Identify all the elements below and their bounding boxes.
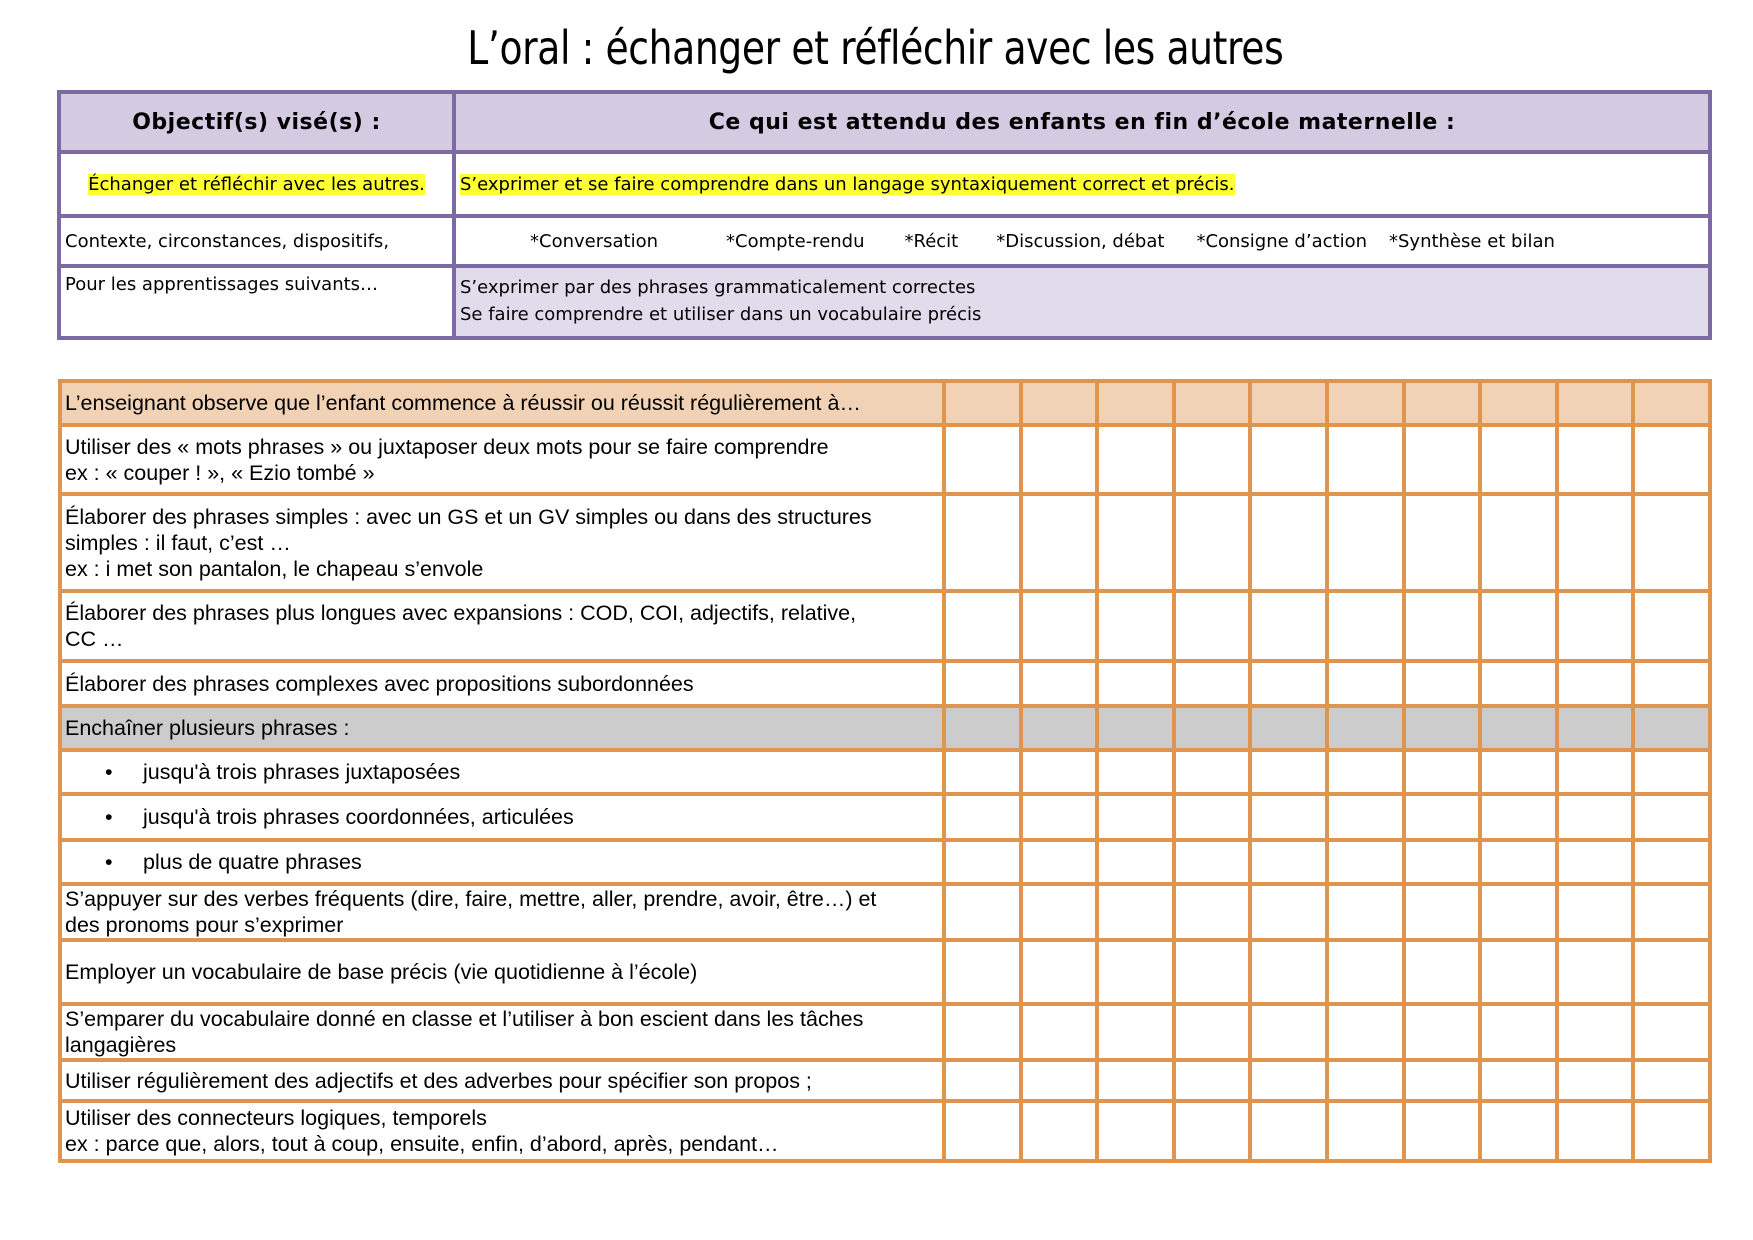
observation-checkbox-cell[interactable] <box>1021 940 1098 1004</box>
competency-text: Employer un vocabulaire de base précis (vie quotidienne à l’école) <box>65 960 698 984</box>
objective-row <box>59 152 1710 216</box>
competency-label-cell <box>60 1004 944 1060</box>
observation-checkbox-cell[interactable] <box>1174 1060 1251 1101</box>
observation-checkbox-cell[interactable] <box>1097 884 1174 940</box>
situation-item: *Récit <box>904 230 959 252</box>
observation-checkbox-cell[interactable] <box>1480 940 1557 1004</box>
competency-text: Utiliser des connecteurs logiques, temporels <box>65 1106 487 1130</box>
observation-checkbox-cell[interactable] <box>1097 940 1174 1004</box>
competency-text: langagières <box>65 1033 177 1057</box>
observation-checkbox-cell[interactable] <box>1174 425 1251 494</box>
observation-checkbox-cell[interactable] <box>1557 494 1634 591</box>
observation-checkbox-cell[interactable] <box>1633 840 1710 884</box>
observation-checkbox-cell[interactable] <box>1557 1101 1634 1161</box>
observation-checkbox-cell[interactable] <box>1174 1101 1251 1161</box>
observation-checkbox-cell[interactable] <box>1633 1101 1710 1161</box>
observation-checkbox-cell[interactable] <box>1480 661 1557 706</box>
competency-text: Élaborer des phrases complexes avec propositions subordonnées <box>65 671 694 696</box>
observation-checkbox-cell[interactable] <box>1404 1004 1481 1060</box>
expected-header-cell <box>454 92 1710 152</box>
observation-checkbox-cell[interactable] <box>1480 1101 1557 1161</box>
observation-checkbox-cell[interactable] <box>1327 794 1404 840</box>
observation-checkbox-cell[interactable] <box>1480 1004 1557 1060</box>
bullet-icon: • <box>105 760 113 784</box>
observation-checkbox-cell[interactable] <box>944 884 1021 940</box>
observation-checkbox-cell[interactable] <box>1480 381 1557 425</box>
next-learning-line: S’exprimer par des phrases grammaticalement correctes <box>460 277 976 298</box>
observation-checkbox-cell[interactable] <box>1404 381 1481 425</box>
observation-checkbox-cell[interactable] <box>1633 706 1710 750</box>
grid-section-row <box>60 706 1710 750</box>
observation-checkbox-cell[interactable] <box>1480 884 1557 940</box>
grid-item-row <box>60 1060 1710 1101</box>
objective-header-cell <box>59 92 454 152</box>
competency-text: Élaborer des phrases simples : avec un GS et un GV simples ou dans des structures <box>65 504 872 529</box>
situation-item: *Compte-rendu <box>726 230 865 252</box>
competency-text: Enchaîner plusieurs phrases : <box>65 716 350 740</box>
observation-checkbox-cell[interactable] <box>1021 661 1098 706</box>
observation-checkbox-cell[interactable] <box>1633 381 1710 425</box>
next-learning-row <box>59 266 1710 338</box>
observation-checkbox-cell[interactable] <box>1250 1060 1327 1101</box>
observation-checkbox-cell[interactable] <box>1327 1060 1404 1101</box>
observation-checkbox-cell[interactable] <box>1021 706 1098 750</box>
observation-checkbox-cell[interactable] <box>944 425 1021 494</box>
page-title: L’oral : échanger et réfléchir avec les autres <box>467 21 1284 75</box>
competency-text: ex : parce que, alors, tout à coup, ensuite, enfin, d’abord, après, pendant… <box>65 1132 779 1156</box>
observation-checkbox-cell[interactable] <box>1021 381 1098 425</box>
observation-checkbox-cell[interactable] <box>1557 661 1634 706</box>
next-learning-label: Pour les apprentissages suivants… <box>65 274 379 295</box>
observation-checkbox-cell[interactable] <box>1480 840 1557 884</box>
observation-checkbox-cell[interactable] <box>1480 425 1557 494</box>
situations-list <box>460 231 1704 252</box>
observation-checkbox-cell[interactable] <box>944 940 1021 1004</box>
observation-checkbox-cell[interactable] <box>1404 794 1481 840</box>
observation-checkbox-cell[interactable] <box>1021 1101 1098 1161</box>
competency-text: Utiliser régulièrement des adjectifs et des adverbes pour spécifier son propos ; <box>65 1068 812 1093</box>
observation-checkbox-cell[interactable] <box>1557 1004 1634 1060</box>
observation-checkbox-cell[interactable] <box>1633 591 1710 661</box>
observation-checkbox-cell[interactable] <box>1097 794 1174 840</box>
next-learning-label-cell <box>59 266 454 338</box>
competency-text: S’emparer du vocabulaire donné en classe et l’utiliser à bon escient dans les tâches <box>65 1007 864 1031</box>
observation-checkbox-cell[interactable] <box>1480 1060 1557 1101</box>
competency-text: ex : « couper ! », « Ezio tombé » <box>65 460 375 485</box>
situation-item: *Synthèse et bilan <box>1389 230 1555 252</box>
observation-checkbox-cell[interactable] <box>1097 840 1174 884</box>
observation-checkbox-cell[interactable] <box>1557 840 1634 884</box>
observation-checkbox-cell[interactable] <box>1404 425 1481 494</box>
competency-text: jusqu'à trois phrases coordonnées, articulées <box>143 805 574 829</box>
grid-header-row <box>60 381 1710 425</box>
observation-checkbox-cell[interactable] <box>1557 794 1634 840</box>
competency-text: ex : i met son pantalon, le chapeau s’envole <box>65 556 484 581</box>
objectives-table <box>57 90 1712 340</box>
observation-checkbox-cell[interactable] <box>1480 591 1557 661</box>
observation-checkbox-cell[interactable] <box>1021 591 1098 661</box>
observation-checkbox-cell[interactable] <box>1097 750 1174 794</box>
observation-checkbox-cell[interactable] <box>1174 661 1251 706</box>
observation-checkbox-cell[interactable] <box>1633 1060 1710 1101</box>
grid-item-row <box>60 840 1710 884</box>
observation-checkbox-cell[interactable] <box>1250 750 1327 794</box>
observation-checkbox-cell[interactable] <box>1327 494 1404 591</box>
observation-checkbox-cell[interactable] <box>1097 706 1174 750</box>
expected-cell <box>454 152 1710 216</box>
competency-label-cell <box>60 940 944 1004</box>
competency-label-cell <box>60 840 944 884</box>
competency-text: simples : il faut, c’est … <box>65 530 291 555</box>
observation-checkbox-cell[interactable] <box>1404 940 1481 1004</box>
observation-checkbox-cell[interactable] <box>1557 591 1634 661</box>
context-label-cell <box>59 216 454 266</box>
observation-checkbox-cell[interactable] <box>1174 794 1251 840</box>
observation-checkbox-cell[interactable] <box>1174 591 1251 661</box>
observation-checkbox-cell[interactable] <box>1250 940 1327 1004</box>
observation-checkbox-cell[interactable] <box>1174 494 1251 591</box>
observation-checkbox-cell[interactable] <box>1021 494 1098 591</box>
observation-checkbox-cell[interactable] <box>1097 381 1174 425</box>
grid-item-row <box>60 1101 1710 1161</box>
next-learning-line: Se faire comprendre et utiliser dans un vocabulaire précis <box>460 304 982 325</box>
observation-checkbox-cell[interactable] <box>1404 706 1481 750</box>
situations-cell <box>454 216 1710 266</box>
bullet-icon: • <box>105 805 113 829</box>
grid-item-row <box>60 940 1710 1004</box>
observation-checkbox-cell[interactable] <box>1327 381 1404 425</box>
observation-checkbox-cell[interactable] <box>944 794 1021 840</box>
expected-text: S’exprimer et se faire comprendre dans un langage syntaxiquement correct et précis. <box>460 173 1235 195</box>
observation-checkbox-cell[interactable] <box>944 1101 1021 1161</box>
observation-checkbox-cell[interactable] <box>1404 591 1481 661</box>
grid-item-row <box>60 591 1710 661</box>
observation-checkbox-cell[interactable] <box>1174 1004 1251 1060</box>
expected-header-label: Ce qui est attendu des enfants en fin d’école maternelle : <box>708 109 1456 135</box>
observation-checkbox-cell[interactable] <box>944 706 1021 750</box>
observation-checkbox-cell[interactable] <box>1633 661 1710 706</box>
competency-label-cell <box>60 884 944 940</box>
observation-checkbox-cell[interactable] <box>1633 940 1710 1004</box>
observation-checkbox-cell[interactable] <box>1633 425 1710 494</box>
observation-checkbox-cell[interactable] <box>1021 750 1098 794</box>
competency-label-cell <box>60 1101 944 1161</box>
observation-checkbox-cell[interactable] <box>944 840 1021 884</box>
observation-checkbox-cell[interactable] <box>1327 661 1404 706</box>
observation-checkbox-cell[interactable] <box>1633 494 1710 591</box>
observation-checkbox-cell[interactable] <box>1097 494 1174 591</box>
competency-text: des pronoms pour s’exprimer <box>65 913 344 937</box>
grid-item-row <box>60 794 1710 840</box>
grid-header-label: L’enseignant observe que l’enfant commence à réussir ou réussit régulièrement à… <box>60 381 944 425</box>
competency-label-cell <box>60 494 944 591</box>
observation-checkbox-cell[interactable] <box>944 750 1021 794</box>
observation-checkbox-cell[interactable] <box>1327 940 1404 1004</box>
observation-checkbox-cell[interactable] <box>1327 1101 1404 1161</box>
observation-checkbox-cell[interactable] <box>944 591 1021 661</box>
competency-text: CC … <box>65 627 124 651</box>
observation-checkbox-cell[interactable] <box>1097 661 1174 706</box>
competency-text: Utiliser des « mots phrases » ou juxtaposer deux mots pour se faire comprendre <box>65 434 829 459</box>
observation-checkbox-cell[interactable] <box>1404 884 1481 940</box>
observation-checkbox-cell[interactable] <box>1097 1004 1174 1060</box>
observation-checkbox-cell[interactable] <box>1250 840 1327 884</box>
observation-checkbox-cell[interactable] <box>1174 940 1251 1004</box>
observation-checkbox-cell[interactable] <box>1327 706 1404 750</box>
observation-checkbox-cell[interactable] <box>1097 591 1174 661</box>
competency-text: jusqu'à trois phrases juxtaposées <box>143 760 461 784</box>
observation-checkbox-cell[interactable] <box>1250 884 1327 940</box>
observation-checkbox-cell[interactable] <box>1327 425 1404 494</box>
objectives-header-row <box>59 92 1710 152</box>
observation-checkbox-cell[interactable] <box>1097 425 1174 494</box>
competency-text: Élaborer des phrases plus longues avec expansions : COD, COI, adjectifs, relative, <box>65 601 857 625</box>
grid-item-row <box>60 494 1710 591</box>
observation-checkbox-cell[interactable] <box>1327 1004 1404 1060</box>
observation-checkbox-cell[interactable] <box>1633 794 1710 840</box>
grid-item-row <box>60 884 1710 940</box>
observation-checkbox-cell[interactable] <box>1480 706 1557 750</box>
observation-checkbox-cell[interactable] <box>1404 1101 1481 1161</box>
observation-checkbox-cell[interactable] <box>1480 494 1557 591</box>
competency-label-cell <box>60 794 944 840</box>
observation-checkbox-cell[interactable] <box>1327 591 1404 661</box>
observation-checkbox-cell[interactable] <box>1557 425 1634 494</box>
observation-checkbox-cell[interactable] <box>1021 840 1098 884</box>
observation-checkbox-cell[interactable] <box>1633 884 1710 940</box>
observation-checkbox-cell[interactable] <box>1557 381 1634 425</box>
observation-checkbox-cell[interactable] <box>1250 494 1327 591</box>
observation-checkbox-cell[interactable] <box>1327 884 1404 940</box>
observation-checkbox-cell[interactable] <box>1250 794 1327 840</box>
competency-text: plus de quatre phrases <box>143 850 362 874</box>
observation-checkbox-cell[interactable] <box>1250 706 1327 750</box>
observation-checkbox-cell[interactable] <box>1250 1004 1327 1060</box>
observation-checkbox-cell[interactable] <box>1021 794 1098 840</box>
observation-checkbox-cell[interactable] <box>1097 1101 1174 1161</box>
observation-checkbox-cell[interactable] <box>1404 661 1481 706</box>
observation-checkbox-cell[interactable] <box>1021 1004 1098 1060</box>
context-row <box>59 216 1710 266</box>
observation-checkbox-cell[interactable] <box>1633 1004 1710 1060</box>
observation-checkbox-cell[interactable] <box>1021 884 1098 940</box>
observation-checkbox-cell[interactable] <box>944 494 1021 591</box>
grid-item-row <box>60 425 1710 494</box>
observation-checkbox-cell[interactable] <box>1021 425 1098 494</box>
observation-checkbox-cell[interactable] <box>1327 750 1404 794</box>
competency-label-cell <box>60 750 944 794</box>
observation-checkbox-cell[interactable] <box>1250 661 1327 706</box>
context-label: Contexte, circonstances, dispositifs, <box>65 230 390 252</box>
competency-label-cell <box>60 1060 944 1101</box>
objective-header-label: Objectif(s) visé(s) : <box>132 109 381 135</box>
competency-label-cell <box>60 425 944 494</box>
observation-checkbox-cell[interactable] <box>1480 750 1557 794</box>
grid-item-row <box>60 661 1710 706</box>
observation-checkbox-cell[interactable] <box>1250 1101 1327 1161</box>
grid-item-row <box>60 1004 1710 1060</box>
observation-checkbox-cell[interactable] <box>1404 1060 1481 1101</box>
observation-checkbox-cell[interactable] <box>1327 840 1404 884</box>
objective-cell <box>59 152 454 216</box>
observation-checkbox-cell[interactable] <box>1404 840 1481 884</box>
objective-text: Échanger et réfléchir avec les autres. <box>88 173 425 195</box>
grid-item-row <box>60 750 1710 794</box>
observation-checkbox-cell[interactable] <box>1174 884 1251 940</box>
observation-checkbox-cell[interactable] <box>944 381 1021 425</box>
situation-item: *Consigne d’action <box>1196 230 1367 252</box>
observation-checkbox-cell[interactable] <box>1480 794 1557 840</box>
competency-label-cell <box>60 661 944 706</box>
observation-checkbox-cell[interactable] <box>1250 425 1327 494</box>
situation-item: *Conversation <box>530 230 659 252</box>
observation-checkbox-cell[interactable] <box>1021 1060 1098 1101</box>
observation-checkbox-cell[interactable] <box>944 1004 1021 1060</box>
observation-grid <box>58 379 1712 1163</box>
observation-checkbox-cell[interactable] <box>1174 706 1251 750</box>
observation-checkbox-cell[interactable] <box>1557 1060 1634 1101</box>
competency-label-cell <box>60 706 944 750</box>
situation-item: *Discussion, débat <box>996 230 1165 252</box>
next-learning-cell <box>454 266 1710 338</box>
observation-checkbox-cell[interactable] <box>1557 706 1634 750</box>
competency-label-cell <box>60 591 944 661</box>
competency-text: S’appuyer sur des verbes fréquents (dire, faire, mettre, aller, prendre, avoir, être…) et <box>65 887 877 911</box>
observation-checkbox-cell[interactable] <box>1404 750 1481 794</box>
observation-checkbox-cell[interactable] <box>944 661 1021 706</box>
bullet-icon: • <box>105 850 113 874</box>
observation-checkbox-cell[interactable] <box>1557 884 1634 940</box>
observation-checkbox-cell[interactable] <box>1557 940 1634 1004</box>
observation-checkbox-cell[interactable] <box>1404 494 1481 591</box>
observation-checkbox-cell[interactable] <box>1250 591 1327 661</box>
observation-checkbox-cell[interactable] <box>1174 840 1251 884</box>
observation-checkbox-cell[interactable] <box>1097 1060 1174 1101</box>
observation-checkbox-cell[interactable] <box>1250 381 1327 425</box>
observation-checkbox-cell[interactable] <box>944 1060 1021 1101</box>
observation-checkbox-cell[interactable] <box>1174 381 1251 425</box>
observation-checkbox-cell[interactable] <box>1633 750 1710 794</box>
observation-checkbox-cell[interactable] <box>1174 750 1251 794</box>
observation-checkbox-cell[interactable] <box>1557 750 1634 794</box>
